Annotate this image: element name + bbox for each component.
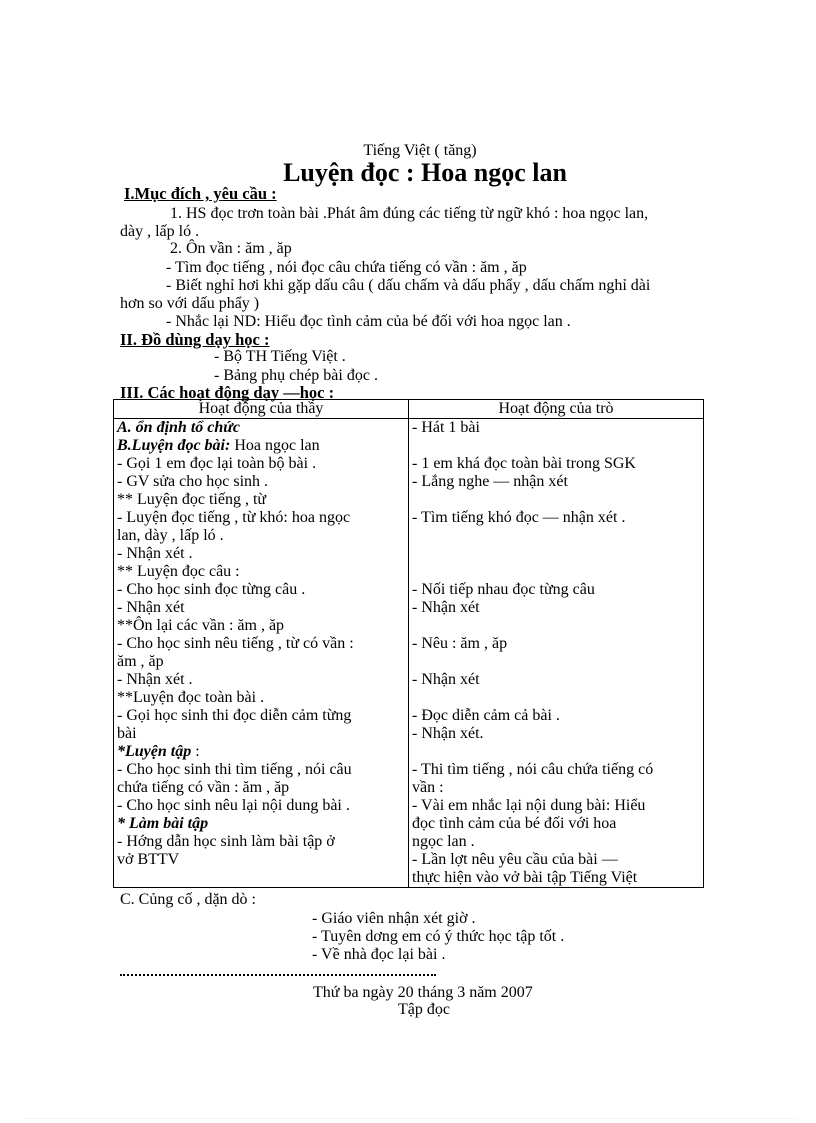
closing-item: - Về nhà đọc lại bài . xyxy=(312,946,446,963)
table-row: - 1 em khá đọc toàn bài trong SGK xyxy=(412,455,636,472)
section-b-title: Hoa ngọc lan xyxy=(230,437,320,454)
page-edge-divider xyxy=(26,1118,796,1119)
objective-line: dày , lấp ló . xyxy=(120,223,200,240)
table-row: - Nối tiếp nhau đọc từng câu xyxy=(412,581,595,598)
table-row: ngọc lan . xyxy=(412,833,475,850)
table-row: vở BTTV xyxy=(117,851,180,868)
objective-line: - Biết nghỉ hơi khi gặp dấu câu ( dấu chấm và dấu phẩy , dấu chấm nghỉ dài xyxy=(166,277,651,294)
table-row xyxy=(412,437,700,455)
table-row: - Hớng dẫn học sinh làm bài tập ở xyxy=(117,833,335,850)
separator-line xyxy=(120,974,436,976)
table-row: lan, dày , lấp ló . xyxy=(117,527,224,544)
table-row: - Nhận xét xyxy=(117,599,185,616)
table-row: ** Luyện đọc câu : xyxy=(117,563,240,580)
section1-heading: I.Mục đích , yêu cầu : xyxy=(124,184,277,203)
table-row: - Đọc diễn cảm cả bài . xyxy=(412,707,560,724)
table-row xyxy=(412,617,700,635)
closing-item: - Tuyên dơng em có ý thức học tập tốt . xyxy=(312,928,565,945)
table-row: - Nhận xét . xyxy=(117,545,193,562)
closing-heading: C. Củng cố , dặn dò : xyxy=(120,891,256,908)
next-lesson-title: Tập đọc xyxy=(398,1001,450,1018)
table-row xyxy=(412,653,700,671)
objective-line: - Tìm đọc tiếng , nói đọc câu chứa tiếng có vần : ăm , ăp xyxy=(166,259,527,276)
table-row: - Vài em nhắc lại nội dung bài: Hiểu xyxy=(412,797,646,814)
objective-line: hơn so với dấu phẩy ) xyxy=(120,295,260,312)
teacher-column-header: Hoạt động của thầy xyxy=(114,400,409,419)
activities-table xyxy=(113,399,704,888)
table-row: - Lắng nghe — nhận xét xyxy=(412,473,568,490)
closing-item: - Giáo viên nhận xét giờ . xyxy=(312,910,476,927)
objective-line: 1. HS đọc trơn toàn bài .Phát âm đúng các tiếng từ ngữ khó : hoa ngọc lan, xyxy=(170,205,649,222)
materials-item: - Bộ TH Tiếng Việt . xyxy=(214,348,346,365)
section3-heading: III. Các hoạt động dạy —học : xyxy=(120,383,335,402)
table-row xyxy=(412,545,700,563)
table-row: bài xyxy=(117,725,137,742)
table-row: vần : xyxy=(412,779,444,796)
table-row: * Làm bài tập xyxy=(117,815,209,832)
table-row xyxy=(412,527,700,545)
section-b-label: B.Luyện đọc bài: xyxy=(117,437,231,454)
table-row: - Gọi học sinh thi đọc diễn cảm từng xyxy=(117,707,352,724)
table-row: - Luyện đọc tiếng , từ khó: hoa ngọc xyxy=(117,509,351,526)
student-activities xyxy=(409,419,704,888)
table-row: **Luyện đọc toàn bài . xyxy=(117,689,265,706)
table-row: - Thi tìm tiếng , nói câu chứa tiếng có xyxy=(412,761,654,778)
materials-item: - Bảng phụ chép bài đọc . xyxy=(214,367,378,384)
table-row: - Nhận xét xyxy=(412,671,480,688)
table-row: - Lần lợt nêu yêu cầu của bài — xyxy=(412,851,618,868)
table-row: - GV sửa cho học sinh . xyxy=(117,473,269,490)
table-row xyxy=(117,743,405,761)
table-row: chứa tiếng có vần : ăm , ăp xyxy=(117,779,290,796)
table-row: - Nêu : ăm , ăp xyxy=(412,635,508,652)
table-row xyxy=(412,563,700,581)
table-row xyxy=(412,491,700,509)
table-row: - Cho học sinh đọc từng câu . xyxy=(117,581,306,598)
table-row: thực hiện vào vở bài tập Tiếng Việt xyxy=(412,869,638,886)
table-row: - Cho học sinh nêu tiếng , từ có vần : xyxy=(117,635,354,652)
practice-colon: : xyxy=(191,743,200,760)
table-row: ** Luyện đọc tiếng , từ xyxy=(117,491,267,508)
table-row: **Ôn lại các vần : ăm , ăp xyxy=(117,617,285,634)
table-row: đọc tình cảm của bé đối với hoa xyxy=(412,815,617,832)
table-row xyxy=(412,743,700,761)
table-row: - Nhận xét xyxy=(412,599,480,616)
table-row: - Nhận xét . xyxy=(117,671,193,688)
table-row: - Cho học sinh thi tìm tiếng , nói câu xyxy=(117,761,352,778)
page-title: Luyện đọc : Hoa ngọc lan xyxy=(283,158,567,187)
student-column-header: Hoạt động của trò xyxy=(409,400,704,419)
table-row: ăm , ăp xyxy=(117,653,164,670)
objective-line: - Nhắc lại ND: Hiểu đọc tình cảm của bé đối với hoa ngọc lan . xyxy=(166,313,571,330)
table-row xyxy=(117,869,405,887)
table-row: - Hát 1 bài xyxy=(412,419,480,436)
objective-line: 2. Ôn vần : ăm , ăp xyxy=(170,240,292,257)
table-row: - Cho học sinh nêu lại nội dung bài . xyxy=(117,797,350,814)
section2-heading: II. Đồ dùng dạy học : xyxy=(120,330,270,349)
practice-label: *Luyện tập xyxy=(117,743,192,760)
table-row xyxy=(117,437,405,455)
table-row: - Tìm tiếng khó đọc — nhận xét . xyxy=(412,509,626,526)
table-row: - Gọi 1 em đọc lại toàn bộ bài . xyxy=(117,455,317,472)
table-row: - Nhận xét. xyxy=(412,725,484,742)
teacher-activities xyxy=(114,419,409,888)
date-line: Thứ ba ngày 20 tháng 3 năm 2007 xyxy=(313,984,533,1001)
table-row xyxy=(412,689,700,707)
table-row: A. ổn định tổ chức xyxy=(117,419,240,436)
subject-label: Tiếng Việt ( tăng) xyxy=(363,142,477,159)
